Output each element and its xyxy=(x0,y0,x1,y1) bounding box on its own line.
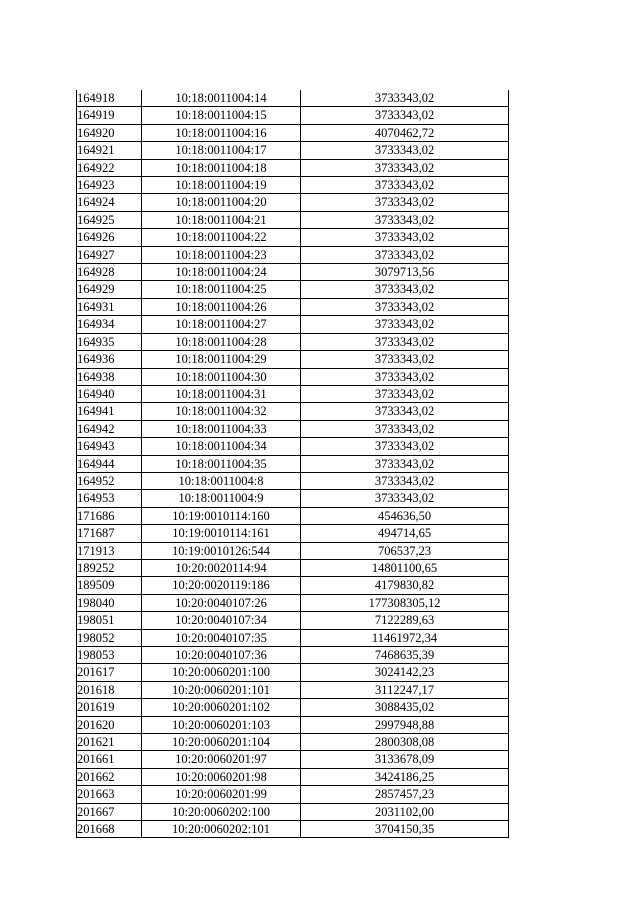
cell-value: 3112247,17 xyxy=(301,681,509,698)
table-row xyxy=(77,751,509,768)
cell-value: 3733343,02 xyxy=(301,229,509,246)
cell-value: 3733343,02 xyxy=(301,159,509,176)
table-row xyxy=(77,594,509,611)
cell-id: 164919 xyxy=(77,107,142,124)
cell-cadastral-number: 10:20:0020114:94 xyxy=(142,559,301,576)
cell-id: 171686 xyxy=(77,507,142,524)
table-row xyxy=(77,107,509,124)
cell-id: 201621 xyxy=(77,734,142,751)
cell-cadastral-number: 10:19:0010114:161 xyxy=(142,525,301,542)
cell-id: 198040 xyxy=(77,594,142,611)
cell-cadastral-number: 10:18:0011004:33 xyxy=(142,420,301,437)
cell-value: 3424186,25 xyxy=(301,768,509,785)
cell-cadastral-number: 10:18:0011004:27 xyxy=(142,316,301,333)
table-row xyxy=(77,316,509,333)
cell-value: 3733343,02 xyxy=(301,490,509,507)
cell-cadastral-number: 10:20:0060201:100 xyxy=(142,664,301,681)
cell-id: 164927 xyxy=(77,246,142,263)
cell-cadastral-number: 10:18:0011004:14 xyxy=(142,90,301,107)
cell-id: 164926 xyxy=(77,229,142,246)
cell-id: 164929 xyxy=(77,281,142,298)
cell-id: 164952 xyxy=(77,472,142,489)
cell-id: 164935 xyxy=(77,333,142,350)
cell-value: 3733343,02 xyxy=(301,177,509,194)
cell-value: 3733343,02 xyxy=(301,142,509,159)
table-row xyxy=(77,211,509,228)
table-row xyxy=(77,281,509,298)
table-row xyxy=(77,525,509,542)
cell-value: 2997948,88 xyxy=(301,716,509,733)
cell-cadastral-number: 10:18:0011004:9 xyxy=(142,490,301,507)
cell-cadastral-number: 10:20:0040107:26 xyxy=(142,594,301,611)
cell-value: 3733343,02 xyxy=(301,333,509,350)
cell-value: 3733343,02 xyxy=(301,194,509,211)
cell-cadastral-number: 10:20:0060201:104 xyxy=(142,734,301,751)
cell-value: 7122289,63 xyxy=(301,612,509,629)
cell-id: 201620 xyxy=(77,716,142,733)
cell-value: 3133678,09 xyxy=(301,751,509,768)
cell-cadastral-number: 10:18:0011004:26 xyxy=(142,298,301,315)
cell-value: 3733343,02 xyxy=(301,298,509,315)
table-row xyxy=(77,559,509,576)
cell-id: 164924 xyxy=(77,194,142,211)
cell-id: 164923 xyxy=(77,177,142,194)
table-row xyxy=(77,455,509,472)
cell-cadastral-number: 10:18:0011004:8 xyxy=(142,472,301,489)
table-row xyxy=(77,403,509,420)
cell-cadastral-number: 10:20:0040107:34 xyxy=(142,612,301,629)
cell-id: 164944 xyxy=(77,455,142,472)
cell-id: 201667 xyxy=(77,803,142,820)
cell-cadastral-number: 10:18:0011004:17 xyxy=(142,142,301,159)
cell-cadastral-number: 10:18:0011004:25 xyxy=(142,281,301,298)
table-row xyxy=(77,264,509,281)
table-row xyxy=(77,821,509,838)
cell-id: 201617 xyxy=(77,664,142,681)
cell-id: 201618 xyxy=(77,681,142,698)
cell-value: 3704150,35 xyxy=(301,821,509,838)
table-row xyxy=(77,490,509,507)
table-row xyxy=(77,507,509,524)
table-row xyxy=(77,90,509,107)
cell-cadastral-number: 10:18:0011004:23 xyxy=(142,246,301,263)
table-row xyxy=(77,664,509,681)
cell-cadastral-number: 10:18:0011004:24 xyxy=(142,264,301,281)
cell-cadastral-number: 10:20:0060201:97 xyxy=(142,751,301,768)
table-row xyxy=(77,699,509,716)
cell-value: 4070462,72 xyxy=(301,124,509,141)
cell-id: 164918 xyxy=(77,90,142,107)
cell-id: 201661 xyxy=(77,751,142,768)
table-row xyxy=(77,438,509,455)
cell-value: 2857457,23 xyxy=(301,786,509,803)
cell-cadastral-number: 10:20:0060201:101 xyxy=(142,681,301,698)
cell-value: 11461972,34 xyxy=(301,629,509,646)
cell-cadastral-number: 10:18:0011004:32 xyxy=(142,403,301,420)
cell-value: 454636,50 xyxy=(301,507,509,524)
cell-cadastral-number: 10:18:0011004:31 xyxy=(142,385,301,402)
table-row xyxy=(77,542,509,559)
cell-cadastral-number: 10:20:0060201:102 xyxy=(142,699,301,716)
cell-id: 201668 xyxy=(77,821,142,838)
cell-cadastral-number: 10:19:0010126:544 xyxy=(142,542,301,559)
cell-id: 201663 xyxy=(77,786,142,803)
cell-value: 3733343,02 xyxy=(301,420,509,437)
cell-cadastral-number: 10:18:0011004:15 xyxy=(142,107,301,124)
cell-id: 198051 xyxy=(77,612,142,629)
cell-value: 3733343,02 xyxy=(301,455,509,472)
cell-id: 164941 xyxy=(77,403,142,420)
cell-value: 706537,23 xyxy=(301,542,509,559)
table-row xyxy=(77,368,509,385)
table-row xyxy=(77,786,509,803)
cell-value: 3079713,56 xyxy=(301,264,509,281)
cell-cadastral-number: 10:20:0020119:186 xyxy=(142,577,301,594)
cell-cadastral-number: 10:20:0060201:99 xyxy=(142,786,301,803)
cell-cadastral-number: 10:18:0011004:28 xyxy=(142,333,301,350)
cell-id: 164942 xyxy=(77,420,142,437)
cell-cadastral-number: 10:19:0010114:160 xyxy=(142,507,301,524)
cell-id: 164920 xyxy=(77,124,142,141)
cell-id: 171687 xyxy=(77,525,142,542)
cell-value: 7468635,39 xyxy=(301,647,509,664)
cell-id: 201662 xyxy=(77,768,142,785)
table-row xyxy=(77,734,509,751)
table-row xyxy=(77,246,509,263)
cell-cadastral-number: 10:18:0011004:21 xyxy=(142,211,301,228)
table-row xyxy=(77,768,509,785)
cell-cadastral-number: 10:20:0060202:101 xyxy=(142,821,301,838)
table-row xyxy=(77,177,509,194)
cell-id: 164938 xyxy=(77,368,142,385)
cell-id: 189252 xyxy=(77,559,142,576)
cell-id: 164921 xyxy=(77,142,142,159)
table-row xyxy=(77,420,509,437)
table-row xyxy=(77,716,509,733)
cell-value: 3733343,02 xyxy=(301,316,509,333)
cell-id: 164953 xyxy=(77,490,142,507)
cell-id: 164934 xyxy=(77,316,142,333)
cell-cadastral-number: 10:18:0011004:18 xyxy=(142,159,301,176)
cell-id: 164931 xyxy=(77,298,142,315)
cell-value: 3733343,02 xyxy=(301,281,509,298)
table-row xyxy=(77,194,509,211)
cell-cadastral-number: 10:18:0011004:34 xyxy=(142,438,301,455)
cell-id: 164936 xyxy=(77,351,142,368)
cell-value: 3733343,02 xyxy=(301,403,509,420)
cell-id: 201619 xyxy=(77,699,142,716)
data-table xyxy=(76,90,509,838)
cell-value: 3733343,02 xyxy=(301,351,509,368)
cell-id: 164922 xyxy=(77,159,142,176)
table-row xyxy=(77,333,509,350)
cell-value: 2031102,00 xyxy=(301,803,509,820)
cell-value: 4179830,82 xyxy=(301,577,509,594)
cell-id: 198053 xyxy=(77,647,142,664)
cell-value: 3733343,02 xyxy=(301,472,509,489)
cell-value: 3733343,02 xyxy=(301,368,509,385)
cell-id: 171913 xyxy=(77,542,142,559)
table-row xyxy=(77,472,509,489)
cell-value: 3088435,02 xyxy=(301,699,509,716)
cell-id: 164928 xyxy=(77,264,142,281)
cell-cadastral-number: 10:18:0011004:29 xyxy=(142,351,301,368)
cell-value: 14801100,65 xyxy=(301,559,509,576)
cell-value: 3733343,02 xyxy=(301,211,509,228)
cell-value: 494714,65 xyxy=(301,525,509,542)
table-row xyxy=(77,612,509,629)
cell-value: 3733343,02 xyxy=(301,90,509,107)
cell-value: 3733343,02 xyxy=(301,385,509,402)
cell-cadastral-number: 10:18:0011004:20 xyxy=(142,194,301,211)
cell-id: 189509 xyxy=(77,577,142,594)
cell-id: 198052 xyxy=(77,629,142,646)
cell-value: 3024142,23 xyxy=(301,664,509,681)
table-row xyxy=(77,629,509,646)
cell-value: 3733343,02 xyxy=(301,246,509,263)
cell-cadastral-number: 10:18:0011004:30 xyxy=(142,368,301,385)
cell-id: 164940 xyxy=(77,385,142,402)
cell-value: 177308305,12 xyxy=(301,594,509,611)
cell-cadastral-number: 10:18:0011004:19 xyxy=(142,177,301,194)
table-body xyxy=(77,90,509,838)
table-row xyxy=(77,385,509,402)
cell-value: 2800308,08 xyxy=(301,734,509,751)
cell-cadastral-number: 10:20:0060201:98 xyxy=(142,768,301,785)
table-row xyxy=(77,647,509,664)
table-row xyxy=(77,159,509,176)
cell-value: 3733343,02 xyxy=(301,438,509,455)
cell-id: 164925 xyxy=(77,211,142,228)
cell-cadastral-number: 10:20:0060201:103 xyxy=(142,716,301,733)
table-row xyxy=(77,681,509,698)
cell-cadastral-number: 10:18:0011004:16 xyxy=(142,124,301,141)
table-row xyxy=(77,142,509,159)
table-row xyxy=(77,803,509,820)
table-row xyxy=(77,351,509,368)
cell-cadastral-number: 10:20:0060202:100 xyxy=(142,803,301,820)
cell-cadastral-number: 10:20:0040107:35 xyxy=(142,629,301,646)
cell-value: 3733343,02 xyxy=(301,107,509,124)
cell-cadastral-number: 10:18:0011004:35 xyxy=(142,455,301,472)
cell-id: 164943 xyxy=(77,438,142,455)
table-row xyxy=(77,298,509,315)
table-row xyxy=(77,229,509,246)
cell-cadastral-number: 10:18:0011004:22 xyxy=(142,229,301,246)
cell-cadastral-number: 10:20:0040107:36 xyxy=(142,647,301,664)
table-row xyxy=(77,577,509,594)
table-row xyxy=(77,124,509,141)
